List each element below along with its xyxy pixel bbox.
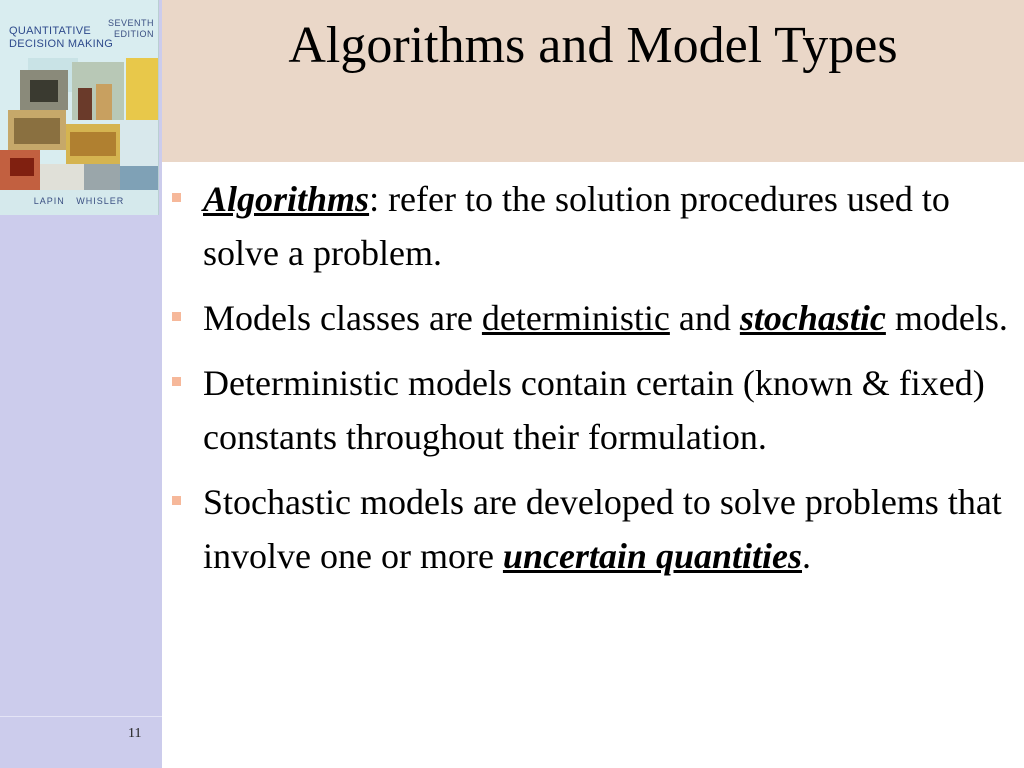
term-stochastic: stochastic bbox=[739, 298, 886, 338]
term-uncertain-quantities: uncertain quantities bbox=[502, 536, 802, 576]
book-cover-edition: SEVENTH EDITION bbox=[107, 18, 154, 39]
bullet-item-deterministic-models: Deterministic models contain certain (known & fixed) constants throughout their formulation. bbox=[172, 356, 1012, 464]
term-deterministic: deterministic bbox=[481, 298, 670, 338]
slide-title: Algorithms and Model Types bbox=[288, 17, 898, 74]
bullet-item-algorithms: Algorithms: refer to the solution procedures used to solve a problem. bbox=[172, 172, 1012, 280]
bullet-item-model-classes: Models classes are deterministic and stochastic models. bbox=[172, 291, 1012, 345]
book-cover-image bbox=[0, 0, 159, 215]
page-number: 11 bbox=[128, 726, 142, 741]
bullet-list bbox=[172, 172, 1012, 594]
term-algorithms: Algorithms bbox=[203, 179, 370, 219]
book-cover-title: QUANTITATIVE DECISION MAKING bbox=[9, 25, 114, 50]
sidebar-divider bbox=[0, 716, 162, 717]
bullet-item-stochastic-models: Stochastic models are developed to solve problems that involve one or more uncertain quantities. bbox=[172, 475, 1012, 583]
book-cover-authors: LAPIN WHISLER bbox=[33, 196, 125, 206]
